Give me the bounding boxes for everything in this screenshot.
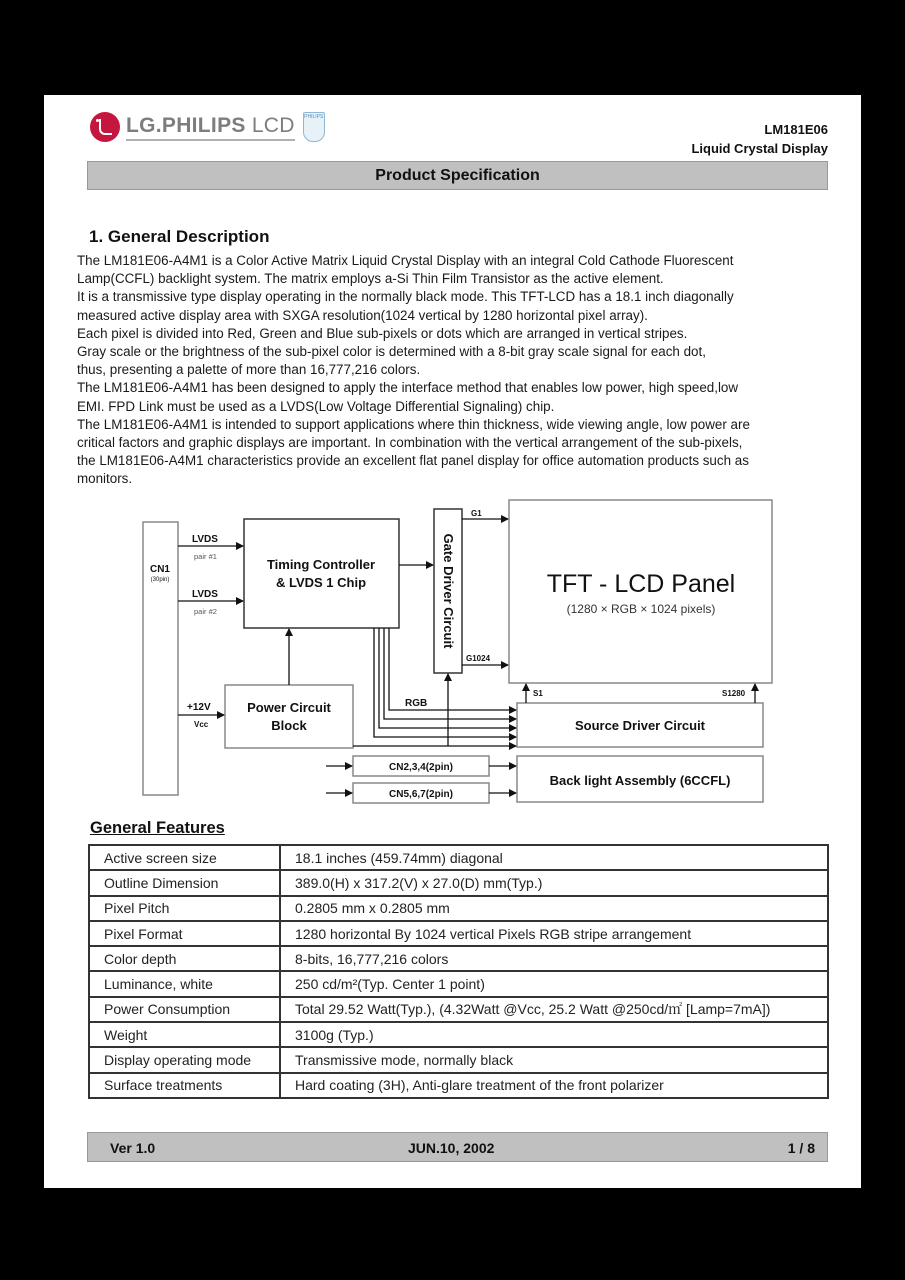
table-row [89, 1047, 828, 1072]
backlight-label: Back light Assembly (6CCFL) [549, 773, 731, 788]
gate-driver-label: Gate Driver Circuit [441, 533, 456, 649]
page-footer [87, 1132, 828, 1162]
shield-text: PHILIPS [304, 114, 324, 120]
timing-label-2: & LVDS 1 Chip [275, 575, 367, 590]
version-label: Ver 1.0 [110, 1140, 156, 1156]
feature-key: Pixel Pitch [89, 896, 280, 921]
table-row [89, 896, 828, 921]
description-line: The LM181E06-A4M1 has been designed to apply the interface method that enables low power, high speed,low [77, 380, 739, 396]
description-line: It is a transmissive type display operating in the normally black mode. This TFT-LCD has a 18.1 inch diagonally [77, 289, 734, 305]
description-line: measured active display area with SXGA resolution(1024 vertical by 1280 horizontal pixel array). [77, 307, 648, 323]
description-line: Gray scale or the brightness of the sub-pixel color is determined with a 8-bit gray scale signal for each dot, [77, 344, 706, 360]
feature-value: Transmissive mode, normally black [280, 1047, 828, 1072]
feature-value: 1280 horizontal By 1024 vertical Pixels RGB stripe arrangement [280, 921, 828, 946]
feature-value: 250 cd/m²(Typ. Center 1 point) [280, 971, 828, 996]
description-line: critical factors and graphic displays are important. In combination with the vertical arrangement of the sub-pixels, [77, 435, 743, 451]
feature-key: Color depth [89, 946, 280, 971]
feature-key: Weight [89, 1022, 280, 1047]
g1024-label: G1024 [466, 654, 491, 663]
rgb-label: RGB [405, 698, 428, 709]
model-number: LM181E06 [764, 122, 828, 137]
cn1-label: CN1 [149, 564, 171, 575]
v12-label: +12V [187, 702, 211, 713]
cn1-pins-label: (30pin) [150, 577, 170, 583]
description-line: Lamp(CCFL) backlight system. The matrix employs a-Si Thin Film Transistor as the active element. [77, 271, 664, 287]
feature-value: 0.2805 mm x 0.2805 mm [280, 896, 828, 921]
table-row [89, 971, 828, 996]
lvds2-sub-label: pair #2 [194, 607, 217, 616]
feature-value: Total 29.52 Watt(Typ.), (4.32Watt @Vcc, 25.2 Watt @250cd/㎡ [Lamp=7mA]) [280, 997, 828, 1022]
logo-brand: LG.PHILIPS [126, 113, 246, 137]
feature-key: Outline Dimension [89, 870, 280, 895]
s1280-label: S1280 [722, 689, 746, 698]
cn1-block [143, 522, 178, 795]
feature-value: 8-bits, 16,777,216 colors [280, 946, 828, 971]
feature-key: Active screen size [89, 845, 280, 870]
power-label-2: Block [271, 718, 307, 733]
document-page [44, 95, 861, 1188]
table-row [89, 921, 828, 946]
feature-key: Surface treatments [89, 1073, 280, 1098]
feature-value: Hard coating (3H), Anti-glare treatment of the front polarizer [280, 1073, 828, 1098]
power-circuit-block [225, 685, 353, 748]
date-label: JUN.10, 2002 [408, 1140, 495, 1156]
features-table [88, 844, 829, 1099]
timing-controller-block [244, 519, 399, 628]
description-line: Each pixel is divided into Red, Green and Blue sub-pixels or dots which are arranged in vertical stripes. [77, 325, 688, 341]
panel-title: TFT - LCD Panel [546, 570, 736, 598]
feature-value: 18.1 inches (459.74mm) diagonal [280, 845, 828, 870]
description-line: monitors. [77, 471, 133, 487]
feature-value: 3100g (Typ.) [280, 1022, 828, 1047]
feature-key: Power Consumption [89, 997, 280, 1022]
feature-value: 389.0(H) x 317.2(V) x 27.0(D) mm(Typ.) [280, 870, 828, 895]
description-line: the LM181E06-A4M1 characteristics provide an excellent flat panel display for office automation products such as [77, 453, 749, 469]
description-line: EMI. FPD Link must be used as a LVDS(Low Voltage Differential Signaling) chip. [77, 398, 555, 414]
feature-key: Display operating mode [89, 1047, 280, 1072]
feature-key: Luminance, white [89, 971, 280, 996]
vcc-label: Vcc [194, 720, 209, 729]
cn567-label: CN5,6,7(2pin) [389, 789, 453, 800]
table-row [89, 997, 828, 1022]
timing-label-1: Timing Controller [266, 557, 376, 572]
cn234-label: CN2,3,4(2pin) [389, 762, 453, 773]
section-heading: 1. General Description [89, 227, 270, 246]
s1-label: S1 [533, 689, 543, 698]
features-heading: General Features [90, 819, 225, 837]
panel-subtitle: (1280 × RGB × 1024 pixels) [566, 602, 716, 616]
feature-key: Pixel Format [89, 921, 280, 946]
description-line: thus, presenting a palette of more than 16,777,216 colors. [77, 362, 421, 378]
table-row [89, 946, 828, 971]
logo-suffix: LCD [251, 113, 295, 137]
power-label-1: Power Circuit [247, 700, 331, 715]
lvds1-sub-label: pair #1 [194, 552, 217, 561]
table-row [89, 845, 828, 870]
lvds1-label: LVDS [192, 534, 218, 545]
table-row [89, 870, 828, 895]
description-line: The LM181E06-A4M1 is a Color Active Matrix Liquid Crystal Display with an integral Cold Cathode Fluorescent [77, 253, 734, 268]
page-number: 1 / 8 [787, 1140, 815, 1156]
table-row [89, 1073, 828, 1098]
table-row [89, 1022, 828, 1047]
lvds2-label: LVDS [192, 589, 218, 600]
g1-label: G1 [471, 509, 482, 518]
product-type: Liquid Crystal Display [691, 141, 828, 156]
description-line: The LM181E06-A4M1 is intended to support applications where thin thickness, wide viewing angle, low power are [77, 416, 750, 432]
source-driver-label: Source Driver Circuit [574, 718, 706, 733]
page-title: Product Specification [87, 161, 828, 190]
block-diagram [44, 95, 861, 825]
